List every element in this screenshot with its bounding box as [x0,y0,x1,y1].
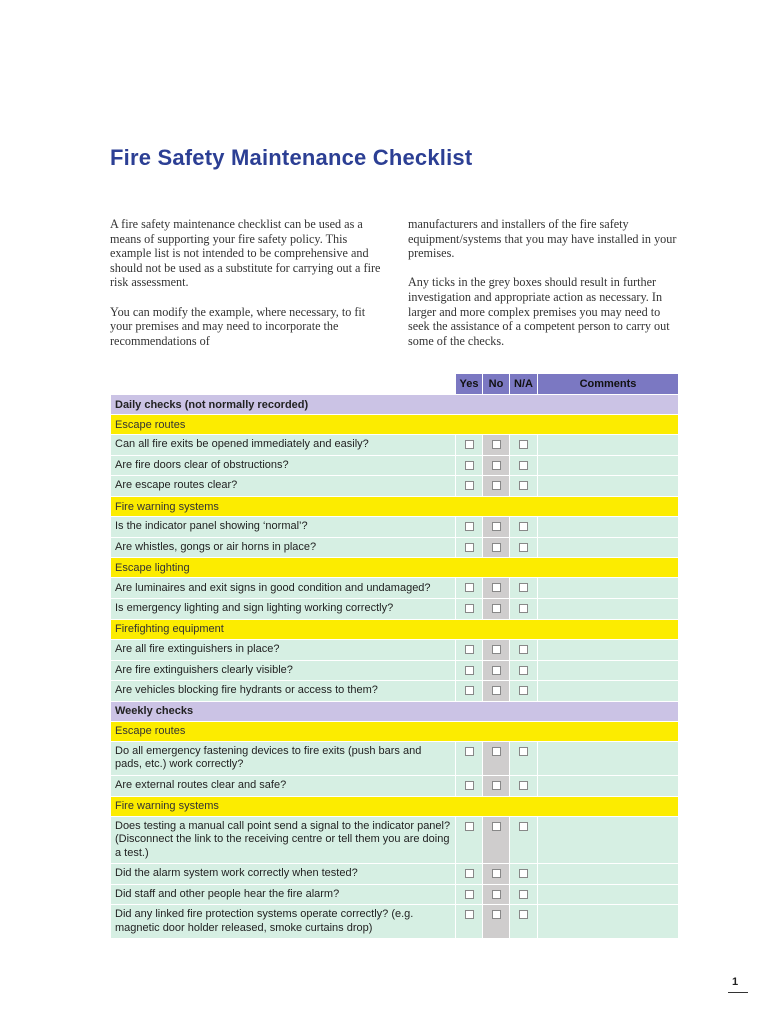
cell-no [483,816,510,864]
checklist-question: Are escape routes clear? [111,476,456,497]
checkbox-yes[interactable] [465,604,474,613]
cell-yes [456,681,483,702]
checklist-item-row [111,775,679,796]
checkbox-na[interactable] [519,666,528,675]
cell-na [510,681,538,702]
cell-na [510,455,538,476]
checkbox-yes[interactable] [465,645,474,654]
cell-na [510,660,538,681]
checkbox-yes[interactable] [465,440,474,449]
checkbox-no[interactable] [492,645,501,654]
cell-na [510,639,538,660]
cell-no [483,660,510,681]
checklist-item-row [111,537,679,558]
checklist-question: Did staff and other people hear the fire alarm? [111,884,456,905]
cell-na [510,476,538,497]
cell-na [510,517,538,538]
header-no: No [483,374,510,395]
checklist-item-row [111,864,679,885]
subsection-label: Escape routes [111,415,679,435]
header-yes: Yes [456,374,483,395]
cell-yes [456,864,483,885]
checkbox-na[interactable] [519,543,528,552]
cell-no [483,681,510,702]
checkbox-no[interactable] [492,583,501,592]
checklist-item-row [111,741,679,775]
section-label: Daily checks (not normally recorded) [111,395,679,415]
cell-yes [456,639,483,660]
comments-cell[interactable] [538,517,679,538]
subsection-header-row [111,796,679,816]
cell-na [510,599,538,620]
intro-right-column [408,217,680,363]
cell-no [483,775,510,796]
comments-cell[interactable] [538,455,679,476]
checkbox-na[interactable] [519,461,528,470]
checklist-item-row [111,599,679,620]
intro-paragraph: You can modify the example, where necessary, to fit your premises and may need to incorporate the recommendations of [110,304,366,348]
checklist-question: Are vehicles blocking fire hydrants or access to them? [111,681,456,702]
checkbox-no[interactable] [492,481,501,490]
cell-na [510,537,538,558]
cell-na [510,741,538,775]
comments-cell[interactable] [538,435,679,456]
cell-yes [456,455,483,476]
checklist-question: Are all fire extinguishers in place? [111,639,456,660]
checkbox-no[interactable] [492,440,501,449]
comments-cell[interactable] [538,905,679,939]
checkbox-na[interactable] [519,747,528,756]
page-title: Fire Safety Maintenance Checklist [110,145,473,170]
checkbox-yes[interactable] [465,461,474,470]
comments-cell[interactable] [538,775,679,796]
cell-yes [456,905,483,939]
checkbox-na[interactable] [519,822,528,831]
checkbox-yes[interactable] [465,686,474,695]
checkbox-no[interactable] [492,869,501,878]
checkbox-yes[interactable] [465,481,474,490]
cell-no [483,864,510,885]
cell-no [483,476,510,497]
checkbox-no[interactable] [492,666,501,675]
header-blank [111,374,456,395]
checkbox-yes[interactable] [465,822,474,831]
checklist-question: Is the indicator panel showing ‘normal’? [111,517,456,538]
cell-no [483,517,510,538]
cell-no [483,884,510,905]
checkbox-no[interactable] [492,890,501,899]
comments-cell[interactable] [538,681,679,702]
cell-na [510,816,538,864]
checkbox-no[interactable] [492,910,501,919]
checklist-item-row [111,816,679,864]
checklist-question: Did the alarm system work correctly when tested? [111,864,456,885]
comments-cell[interactable] [538,476,679,497]
checkbox-no[interactable] [492,461,501,470]
checklist-question: Does testing a manual call point send a signal to the indicator panel? (Disconnect the link to the receiving centre or tell them you are doing a test.) [111,816,456,864]
checklist-item-row [111,578,679,599]
cell-yes [456,599,483,620]
checkbox-no[interactable] [492,522,501,531]
intro-paragraph: Any ticks in the grey boxes should result in further investigation and appropriate action as necessary. In larger and more complex premises you may need to seek the assistance of a competent person to carry out some of the checks. [408,275,670,348]
cell-na [510,578,538,599]
checklist-item-row [111,681,679,702]
section-header-row [111,395,679,415]
cell-na [510,435,538,456]
checkbox-yes[interactable] [465,583,474,592]
checklist-item-row [111,905,679,939]
cell-na [510,864,538,885]
section-header-row [111,701,679,721]
checklist-item-row [111,476,679,497]
checklist-question: Are luminaires and exit signs in good condition and undamaged? [111,578,456,599]
cell-yes [456,741,483,775]
cell-na [510,884,538,905]
checkbox-yes[interactable] [465,781,474,790]
checkbox-na[interactable] [519,481,528,490]
checklist-question: Is emergency lighting and sign lighting working correctly? [111,599,456,620]
checkbox-yes[interactable] [465,890,474,899]
checklist-question: Are fire doors clear of obstructions? [111,455,456,476]
cell-na [510,775,538,796]
checklist-question: Do all emergency fastening devices to fire exits (push bars and pads, etc.) work correctly? [111,741,456,775]
checkbox-yes[interactable] [465,869,474,878]
checkbox-na[interactable] [519,604,528,613]
subsection-label: Escape routes [111,721,679,741]
cell-yes [456,435,483,456]
checkbox-no[interactable] [492,543,501,552]
checkbox-na[interactable] [519,645,528,654]
checklist-question: Did any linked fire protection systems operate correctly? (e.g. magnetic door holder released, smoke curtains drop) [111,905,456,939]
checkbox-no[interactable] [492,781,501,790]
subsection-label: Fire warning systems [111,497,679,517]
cell-no [483,741,510,775]
cell-no [483,905,510,939]
cell-yes [456,537,483,558]
subsection-header-row [111,558,679,578]
checkbox-yes[interactable] [465,666,474,675]
checkbox-na[interactable] [519,440,528,449]
cell-yes [456,517,483,538]
checklist-question: Can all fire exits be opened immediately and easily? [111,435,456,456]
checklist-item-row [111,639,679,660]
checkbox-no[interactable] [492,604,501,613]
cell-yes [456,816,483,864]
checklist-item-row [111,660,679,681]
subsection-header-row [111,497,679,517]
subsection-label: Escape lighting [111,558,679,578]
cell-yes [456,884,483,905]
intro-paragraph: manufacturers and installers of the fire safety equipment/systems that you may have installed in your premises. [408,217,677,261]
cell-no [483,639,510,660]
comments-cell[interactable] [538,639,679,660]
intro-left-column [110,217,385,363]
page-number-rule [728,992,748,993]
checkbox-no[interactable] [492,822,501,831]
checklist-question: Are external routes clear and safe? [111,775,456,796]
checklist-table [110,373,679,939]
comments-cell[interactable] [538,578,679,599]
checkbox-na[interactable] [519,869,528,878]
checkbox-yes[interactable] [465,910,474,919]
header-na: N/A [510,374,538,395]
checklist-question: Are whistles, gongs or air horns in place? [111,537,456,558]
checklist-item-row [111,435,679,456]
cell-no [483,578,510,599]
checkbox-na[interactable] [519,522,528,531]
checkbox-yes[interactable] [465,747,474,756]
cell-yes [456,578,483,599]
comments-cell[interactable] [538,864,679,885]
comments-cell[interactable] [538,741,679,775]
checklist-item-row [111,517,679,538]
checkbox-yes[interactable] [465,522,474,531]
checklist-body [111,395,679,939]
comments-cell[interactable] [538,660,679,681]
checkbox-na[interactable] [519,890,528,899]
comments-cell[interactable] [538,884,679,905]
checkbox-na[interactable] [519,686,528,695]
subsection-label: Firefighting equipment [111,619,679,639]
header-comments: Comments [538,374,679,395]
cell-yes [456,660,483,681]
intro-paragraph: A fire safety maintenance checklist can be used as a means of supporting your fire safety policy. This example list is not intended to be comprehensive and should not be used as a substitute for carrying out a fire risk assessment. [110,217,381,290]
section-label: Weekly checks [111,701,679,721]
cell-yes [456,476,483,497]
table-header-row [111,374,679,395]
checklist-item-row [111,884,679,905]
page-number: 1 [732,976,739,988]
comments-cell[interactable] [538,816,679,864]
checkbox-yes[interactable] [465,543,474,552]
checkbox-no[interactable] [492,686,501,695]
checkbox-na[interactable] [519,583,528,592]
cell-na [510,905,538,939]
subsection-header-row [111,721,679,741]
subsection-label: Fire warning systems [111,796,679,816]
checkbox-na[interactable] [519,781,528,790]
cell-no [483,599,510,620]
comments-cell[interactable] [538,537,679,558]
checklist-item-row [111,455,679,476]
cell-yes [456,775,483,796]
checkbox-na[interactable] [519,910,528,919]
subsection-header-row [111,619,679,639]
cell-no [483,435,510,456]
cell-no [483,455,510,476]
subsection-header-row [111,415,679,435]
cell-no [483,537,510,558]
comments-cell[interactable] [538,599,679,620]
checklist-question: Are fire extinguishers clearly visible? [111,660,456,681]
checkbox-no[interactable] [492,747,501,756]
